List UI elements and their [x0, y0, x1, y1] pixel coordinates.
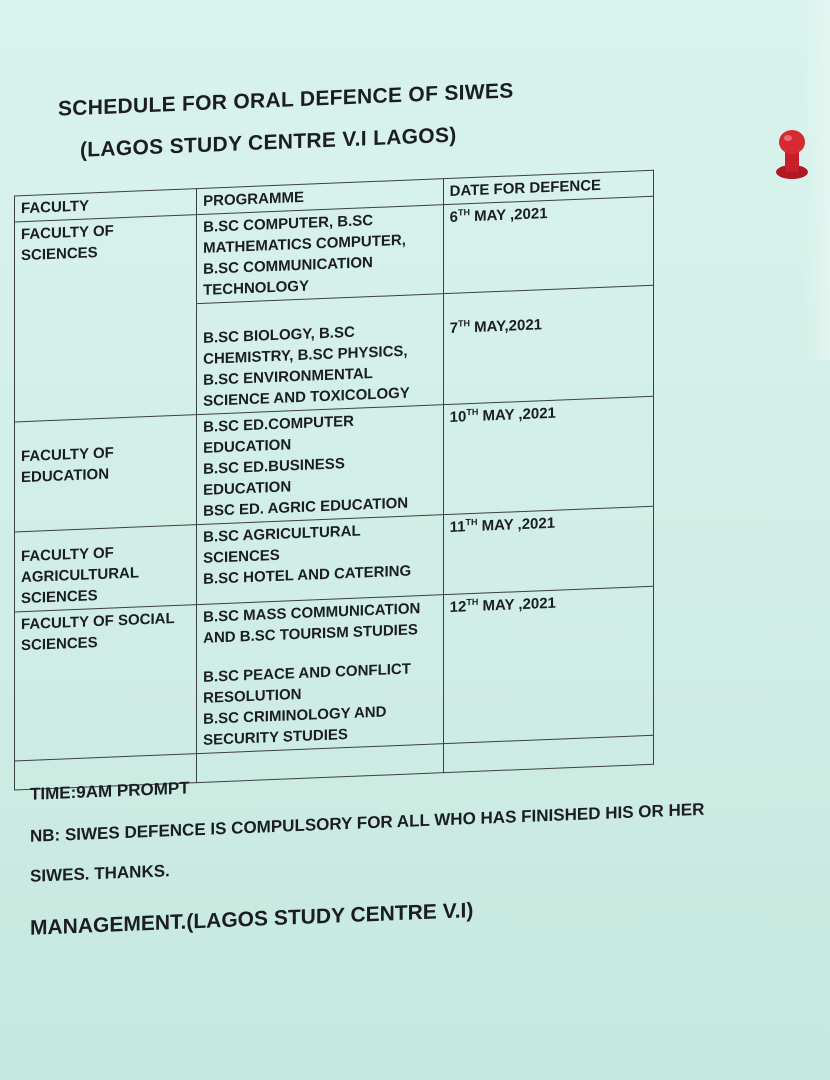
- document-subtitle: (LAGOS STUDY CENTRE V.I LAGOS): [80, 123, 457, 162]
- time-note: TIME:9AM PROMPT: [30, 778, 190, 804]
- date-suffix: TH: [466, 596, 479, 608]
- programme-cell: [197, 205, 444, 304]
- date-day: 10: [449, 408, 467, 426]
- date-rest: MAY ,2021: [477, 514, 556, 535]
- table-row: [15, 586, 654, 761]
- programme-cell: [197, 595, 444, 754]
- programme-line: BSC ED. AGRIC EDUCATION: [203, 494, 409, 520]
- date-rest: MAY ,2021: [478, 594, 556, 615]
- programme-line: B.SC AGRICULTURAL SCIENCES: [203, 522, 361, 567]
- date-day: 7: [449, 319, 458, 337]
- nb-note-line1: NB: SIWES DEFENCE IS COMPULSORY FOR ALL WHO HAS FINISHED HIS OR HER: [30, 799, 705, 846]
- date-rest: MAY,2021: [470, 316, 542, 337]
- date-cell: [443, 196, 653, 293]
- programme-line: B.SC ED.BUSINESS EDUCATION: [203, 455, 345, 499]
- programme-line: B.SC ED.COMPUTER EDUCATION: [203, 412, 354, 457]
- signoff: MANAGEMENT.(LAGOS STUDY CENTRE V.I): [30, 898, 474, 940]
- programme-line: B.SC CRIMINOLOGY AND SECURITY STUDIES: [203, 703, 387, 749]
- date-rest: MAY ,2021: [470, 205, 548, 226]
- date-cell: [443, 586, 653, 743]
- date-day: 12: [449, 598, 467, 616]
- document-title: SCHEDULE FOR ORAL DEFENCE OF SIWES: [58, 79, 514, 121]
- faculty-cell: FACULTY OF SCIENCES: [15, 215, 197, 422]
- programme-line: B.SC BIOLOGY, B.SC CHEMISTRY, B.SC PHYSICS, B.SC ENVIRONMENTAL SCIENCE AND TOXICOLOGY: [203, 323, 410, 410]
- faculty-cell: FACULTY OF AGRICULTURAL SCIENCES: [15, 525, 197, 612]
- nb-note-line2: SIWES. THANKS.: [30, 861, 170, 886]
- programme-line: B.SC COMPUTER, B.SC MATHEMATICS COMPUTER, B.SC COMMUNICATION TECHNOLOGY: [203, 212, 406, 299]
- date-cell: [443, 396, 653, 514]
- faculty-cell: FACULTY OF EDUCATION: [15, 415, 197, 532]
- push-pin-icon: [770, 128, 814, 182]
- date-day: 6: [449, 208, 458, 226]
- header-programme: PROGRAMME: [197, 179, 444, 215]
- date-suffix: TH: [458, 207, 470, 218]
- date-day: 11: [449, 518, 466, 536]
- date-suffix: TH: [466, 406, 479, 418]
- date-cell: [443, 285, 653, 404]
- schedule-table: [14, 170, 654, 791]
- date-rest: MAY ,2021: [478, 404, 556, 425]
- programme-line: B.SC PEACE AND CONFLICT RESOLUTION: [203, 660, 411, 707]
- programme-line: B.SC MASS COMMUNICATION AND B.SC TOURISM STUDIES: [203, 600, 421, 647]
- header-faculty: FACULTY: [15, 189, 197, 222]
- programme-line: B.SC HOTEL AND CATERING: [203, 562, 412, 588]
- date-suffix: TH: [458, 318, 470, 329]
- programme-cell: [197, 515, 444, 605]
- programme-cell: [197, 294, 444, 415]
- date-suffix: TH: [465, 516, 478, 528]
- header-date: DATE FOR DEFENCE: [443, 170, 653, 204]
- date-cell: [443, 506, 653, 594]
- programme-cell: [197, 405, 444, 525]
- faculty-cell: FACULTY OF SOCIAL SCIENCES: [15, 605, 197, 761]
